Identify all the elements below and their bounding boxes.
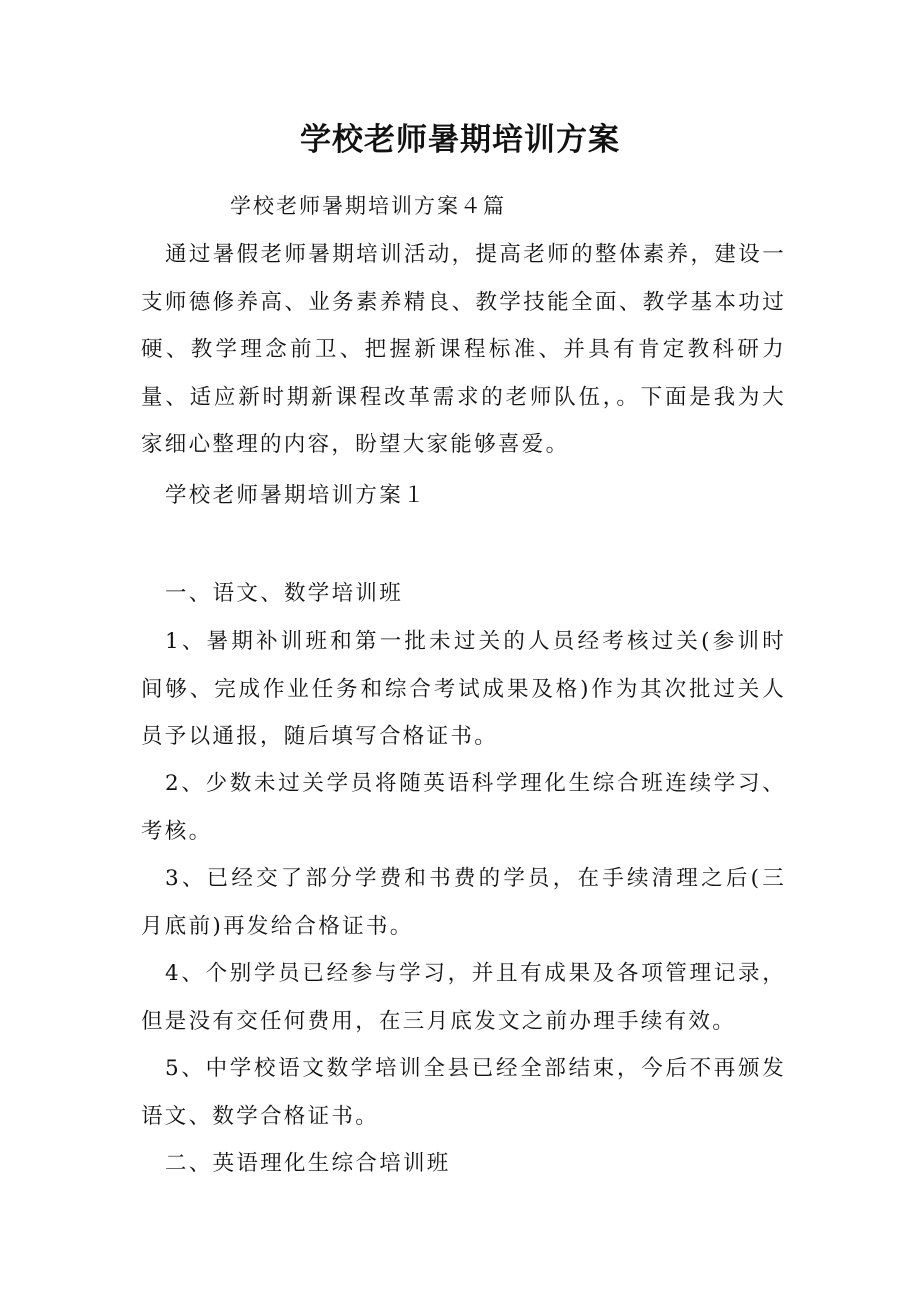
list-item: 5、中学校语文数学培训全县已经全部结束，今后不再颁发语文、数学合格证书。 xyxy=(141,1056,786,1129)
list-item: 3、已经交了部分学费和书费的学员，在手续清理之后(三月底前)再发给合格证书。 xyxy=(141,866,786,939)
section-title: 学校老师暑期培训方案１ xyxy=(165,483,427,508)
intro-paragraph: 通过暑假老师暑期培训活动，提高老师的整体素养，建设一支师德修养高、业务素养精良、教学技能全面、教学基本功过硬、教学理念前卫、把握新课程标准、并具有肯定教科研力量、适应新时期新课程改革需求的老师队伍，。下面是我为大家细心整理的内容，盼望大家能够喜爱。 xyxy=(141,242,786,457)
list-item: 2、少数未过关学员将随英语科学理化生综合班连续学习、考核。 xyxy=(141,771,786,844)
heading-english-science-class: 二、英语理化生综合培训班 xyxy=(165,1151,451,1176)
list-item: 4、个别学员已经参与学习，并且有成果及各项管理记录，但是没有交任何费用，在三月底发文之前办理手续有效。 xyxy=(141,961,786,1034)
document-title: 学校老师暑期培训方案 xyxy=(300,122,620,158)
document-subtitle: 学校老师暑期培训方案４篇 xyxy=(230,194,506,218)
heading-chinese-math-class: 一、语文、数学培训班 xyxy=(165,581,404,606)
list-item: 1、暑期补训班和第一批未过关的人员经考核过关(参训时间够、完成作业任务和综合考试成果及格)作为其次批过关人员予以通报，随后填写合格证书。 xyxy=(141,629,786,749)
